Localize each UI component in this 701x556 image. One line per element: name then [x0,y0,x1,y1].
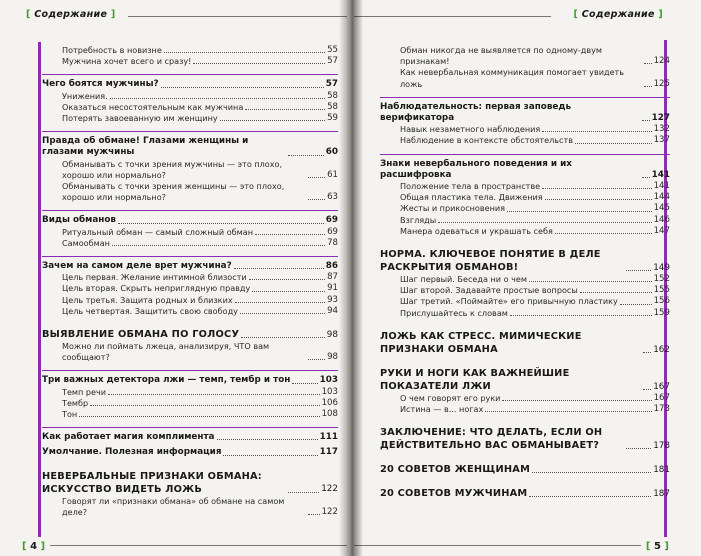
toc-subentry [380,124,670,135]
page-number: [ 5 ] [645,541,669,552]
entry-title: Обман никогда не выявляется по одному-двум признакам! [400,45,603,67]
entry-page-number: 145 [653,203,670,214]
entry-title: ВЫЯВЛЕНИЕ ОБМАНА ПО ГОЛОСУ [42,329,240,341]
dot-leader [108,394,320,395]
entry-page-number: 57 [325,79,338,90]
dot-leader [308,359,325,360]
entry-title: Унижения. [62,90,108,101]
dot-leader [620,304,652,305]
dot-leader [223,455,317,456]
toc-subentry [42,159,338,181]
entry-page-number: 187 [653,489,670,500]
toc-subentry [42,283,338,294]
dot-leader [193,63,325,64]
dot-leader [252,291,325,292]
entry-page-number: 63 [327,192,338,203]
entry-title: НЕВЕРБАЛЬНЫЕ ПРИЗНАКИ ОБМАНА: ИСКУССТВО ВИДЕТЬ ЛОЖЬ [42,470,262,495]
entry-title: Как невербальная коммуникация помогает увидеть ложь [400,67,625,89]
dot-leader [626,448,651,449]
entry-page-number: 137 [653,135,670,146]
entry-page-number: 146 [653,214,670,225]
toc-entry [42,427,338,443]
entry-page-number: 141 [651,169,670,180]
entry-title: Чего боятся мужчины? [42,79,159,90]
dot-leader [507,211,652,212]
accent-bar [38,42,41,537]
toc-entry [42,370,338,386]
dot-leader [308,177,325,178]
dot-leader [288,155,324,156]
toc-entry [42,447,338,458]
entry-page-number: 55 [327,45,338,55]
entry-title: Положение тела в пространстве [400,181,541,192]
dot-leader [217,439,318,440]
dot-leader [542,131,651,132]
entry-page-number: 108 [321,409,338,420]
toc-subentry [42,496,338,518]
toc-entry [42,470,338,496]
header-rule [354,16,551,17]
entry-page-number: 125 [653,78,670,89]
dot-leader [308,514,320,515]
toc-entry [380,487,670,500]
entry-title: Цель четвертая. Защитить свою свободу [62,305,238,316]
entry-title: Манера одеваться и украшать себя [400,225,553,236]
entry-title: Общая пластика тела. Движения [400,192,543,203]
entry-title: Можно ли поймать лжеца, анализируя, ЧТО вам сообщают? [62,341,270,363]
entry-page-number: 178 [653,441,670,452]
dot-leader [234,268,324,269]
entry-page-number: 87 [327,272,338,283]
toc-subentry [42,238,338,249]
entry-page-number: 132 [653,124,670,135]
entry-title: РУКИ И НОГИ КАК ВАЖНЕЙШИЕ ПОКАЗАТЕЛИ ЛЖИ [380,367,570,392]
running-head: [ Содержание ] [26,9,116,20]
page-number: [ 4 ] [22,541,46,552]
toc-subentry [42,306,338,317]
header-rule [128,16,347,17]
toc-subentry [42,181,338,203]
entry-title: Знаки невербального поведения и их расшифровка [380,158,572,180]
toc-entry [380,463,670,476]
dot-leader [642,177,650,178]
left-page [0,0,347,556]
dot-leader [575,143,652,144]
entry-page-number: 106 [321,397,338,408]
entry-title: Цель вторая. Скрыть неприглядную правду [62,283,251,294]
entry-page-number: 111 [319,432,338,443]
dot-leader [532,472,651,473]
entry-title: 20 СОВЕТОВ МУЖЧИНАМ [380,488,528,500]
entry-title: Шаг второй. Задавайте простые вопросы [400,285,578,296]
dot-leader [235,302,325,303]
toc-subentry [42,398,338,409]
entry-title: Виды обманов [42,215,116,226]
entry-page-number: 162 [653,344,670,355]
entry-title: Умолчание. Полезная информация [42,447,222,458]
dot-leader [545,199,652,200]
entry-title: Шаг первый. Беседа ни о чем [400,274,528,285]
toc-subentry [42,45,338,56]
toc-entry [42,256,338,272]
toc-subentry [42,272,338,283]
toc-subentry [380,45,670,67]
dot-leader [118,223,324,224]
entry-page-number: 124 [653,56,670,67]
entry-title: Тембр [62,397,89,408]
dot-leader [580,292,652,293]
entry-title: Темп речи [62,386,107,397]
entry-page-number: 78 [327,237,338,248]
toc-subentry [42,341,338,363]
entry-title: ЗАКЛЮЧЕНИЕ: ЧТО ДЕЛАТЬ, ЕСЛИ ОН ДЕЙСТВИТЕЛЬНО ВАС ОБМАНЫВАЕТ? [380,427,603,452]
toc-entry [380,426,670,452]
toc-subentry [380,215,670,226]
entry-page-number: 147 [653,225,670,236]
toc-subentry [380,274,670,285]
dot-leader [292,383,317,384]
entry-title: Ритуальный обман — самый сложный обман [62,226,254,237]
dot-leader [79,416,319,417]
toc-subentry [380,308,670,319]
entry-page-number: 149 [653,262,670,273]
entry-title: Правда об обмане! Глазами женщины и глазами мужчины [42,136,249,158]
dot-leader [502,400,651,401]
entry-page-number: 103 [319,375,338,386]
entry-page-number: 173 [653,404,670,415]
entry-title: Цель третья. Защита родных и близких [62,294,233,305]
toc-entry [380,367,670,393]
toc-subentry [380,226,670,237]
entry-title: Жесты и прикосновения [400,203,506,214]
dot-leader [245,109,325,110]
entry-title: Три важных детектора лжи — темп, тембр и тон [42,375,291,386]
dot-leader [438,222,651,223]
entry-page-number: 93 [327,294,338,305]
dot-leader [510,315,652,316]
entry-page-number: 122 [321,506,338,517]
dot-leader [644,63,652,64]
entry-title: Говорят ли «признаки обмана» об обмане на самом деле? [62,495,285,517]
entry-page-number: 117 [319,447,338,458]
toc-subentry [380,203,670,214]
dot-leader [220,120,325,121]
toc-subentry [42,387,338,398]
dot-leader [529,496,651,497]
entry-page-number: 181 [653,465,670,476]
dot-leader [555,233,652,234]
toc-entry [42,328,338,341]
dot-leader [112,245,325,246]
dot-leader [249,279,325,280]
entry-page-number: 58 [327,101,338,112]
entry-page-number: 127 [651,113,670,124]
entry-page-number: 159 [653,307,670,318]
dot-leader [255,234,325,235]
toc-subentry [42,56,338,67]
entry-page-number: 57 [327,56,338,67]
entry-page-number: 144 [653,192,670,203]
footer-rule [50,545,347,546]
dot-leader [308,199,325,200]
dot-leader [542,188,651,189]
entry-page-number: 86 [325,261,338,272]
toc-subentry [380,393,670,404]
entry-title: Наблюдательность: первая заповедь верификатора [380,101,572,124]
entry-page-number: 167 [653,381,670,392]
entry-title: Обманывать с точки зрения мужчины — это плохо, хорошо или нормально? [62,158,283,180]
entry-page-number: 98 [327,352,338,363]
entry-title: Цель первая. Желание интимной близости [62,272,247,283]
toc-subentry [380,404,670,415]
entry-title: Взгляды [400,214,437,225]
dot-leader [110,98,325,99]
toc-entry [380,248,670,274]
entry-page-number: 60 [325,147,338,158]
toc-entry [42,131,338,158]
toc-subentry [42,295,338,306]
toc-entry [380,330,670,356]
table-of-contents [380,45,670,500]
toc-entry [42,74,338,90]
toc-subentry [42,91,338,102]
toc-subentry [380,285,670,296]
toc-subentry [42,113,338,124]
entry-page-number: 69 [327,226,338,237]
dot-leader [485,411,651,412]
entry-title: 20 СОВЕТОВ ЖЕНЩИНАМ [380,464,531,476]
toc-subentry [380,135,670,146]
toc-subentry [42,409,338,420]
entry-title: Обманывать с точки зрения женщины — это плохо, хорошо или нормально? [62,181,285,203]
dot-leader [643,389,651,390]
toc-entry [380,97,670,124]
entry-page-number: 141 [653,181,670,192]
entry-page-number: 152 [653,274,670,285]
dot-leader [529,281,652,282]
entry-page-number: 98 [326,329,338,340]
entry-page-number: 91 [327,283,338,294]
running-head: [ Содержание ] [573,9,663,20]
toc-entry [42,210,338,226]
dot-leader [240,313,325,314]
entry-title: Оказаться несостоятельным как мужчина [62,101,244,112]
entry-page-number: 156 [653,296,670,307]
book-spine-shadow [339,0,363,556]
dot-leader [90,405,319,406]
dot-leader [643,352,651,353]
entry-title: Потребность в новизне [62,45,162,55]
toc-subentry [380,192,670,203]
toc-subentry [380,181,670,192]
toc-subentry [380,67,670,89]
dot-leader [626,270,651,271]
toc-subentry [42,227,338,238]
entry-title: ЛОЖЬ КАК СТРЕСС. МИМИЧЕСКИЕ ПРИЗНАКИ ОБМАНА [380,330,582,355]
dot-leader [642,120,650,121]
dot-leader [164,52,325,53]
footer-rule [354,545,641,546]
entry-page-number: 58 [327,90,338,101]
toc-entry [380,154,670,181]
entry-page-number: 94 [327,305,338,316]
entry-title: Потерять завоеванную им женщину [62,113,218,124]
dot-leader [288,492,319,493]
dot-leader [161,87,324,88]
entry-page-number: 155 [653,285,670,296]
entry-title: Как работает магия комплимента [42,432,215,443]
entry-title: Навык незаметного наблюдения [400,124,541,135]
entry-title: Наблюдение в контексте обстоятельств [400,135,573,146]
entry-title: Шаг третий. «Поймайте» его привычную пластику [400,296,618,307]
toc-subentry [42,102,338,113]
right-page [354,0,701,556]
entry-title: Зачем на самом деле врет мужчина? [42,261,232,272]
entry-title: НОРМА. КЛЮЧЕВОЕ ПОНЯТИЕ В ДЕЛЕ РАСКРЫТИЯ ОБМАНОВ! [380,249,601,274]
toc-subentry [380,296,670,307]
entry-title: Самообман [62,237,110,248]
table-of-contents [42,45,338,518]
entry-page-number: 59 [327,113,338,124]
entry-title: Прислушайтесь к словам [400,307,508,318]
entry-page-number: 122 [321,484,338,495]
entry-title: Мужчина хочет всего и сразу! [62,56,192,67]
entry-page-number: 61 [327,169,338,180]
dot-leader [644,86,652,87]
entry-title: Тон [62,409,78,420]
entry-page-number: 103 [321,386,338,397]
entry-page-number: 69 [325,215,338,226]
entry-page-number: 167 [653,392,670,403]
dot-leader [241,337,325,338]
entry-title: Истина — в... ногах [400,404,484,415]
entry-title: О чем говорят его руки [400,392,501,403]
